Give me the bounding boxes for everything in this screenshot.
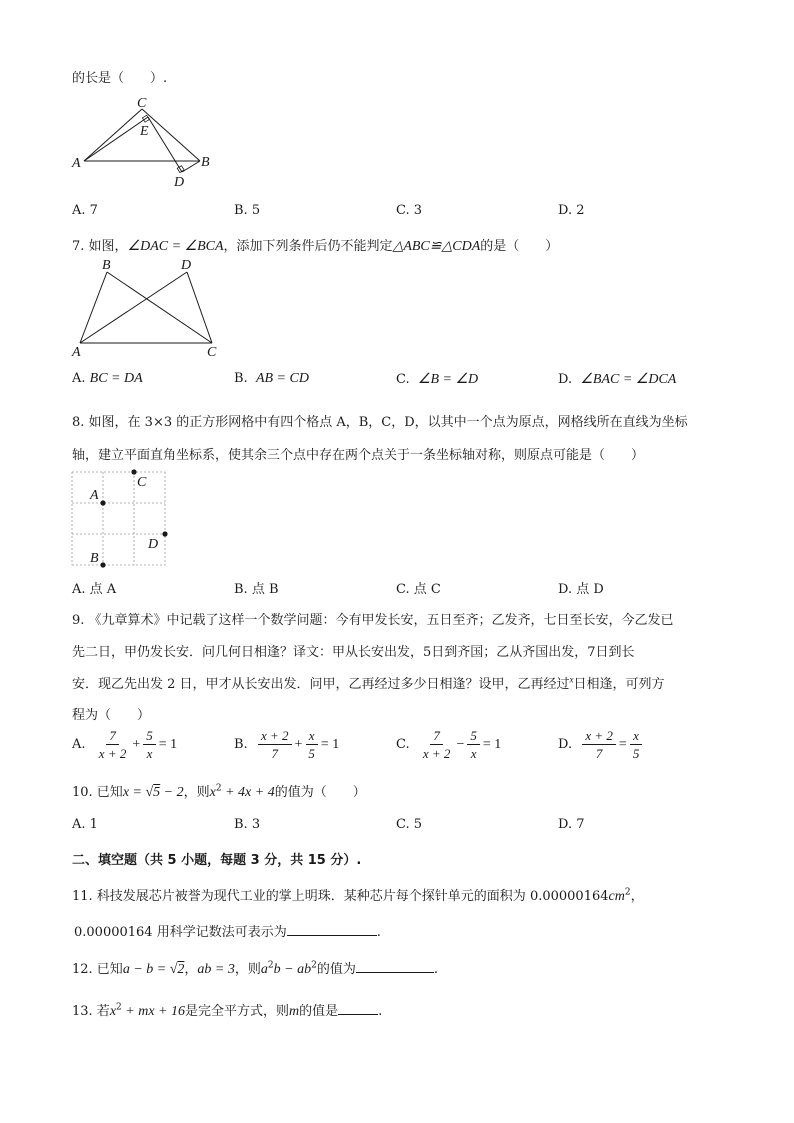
q7-prefix: 7. 如图， <box>72 239 128 254</box>
section-2-heading: 二、填空题（共 5 小题，每题 3 分，共 15 分）. <box>72 853 362 868</box>
q7-suffix: 的是（ ） <box>480 239 559 254</box>
q9-option-a[interactable]: A. $\frac{7}{x + 2}$ + $\frac{5}{x}$ = 1 <box>72 728 178 761</box>
q9-stem-line4: 程为（ ） <box>72 708 151 723</box>
q12-answer-blank[interactable] <box>356 959 434 973</box>
q8-stem-line2: 轴，建立平面直角坐标系，使其余三个点中存在两个点关于一条坐标轴对称，则原点可能是（ ） <box>72 448 645 463</box>
q7-label-a: A <box>72 345 81 359</box>
q6-option-d[interactable]: D. 2 <box>558 203 585 218</box>
q6-label-c: C <box>137 96 147 111</box>
q8-stem-line1: 8. 如图，在 3×3 的正方形网格中有四个格点 A，B，C，D，以其中一个点为原点，网格线所在直线为坐标 <box>72 415 688 430</box>
q13-answer-blank[interactable] <box>338 1001 378 1015</box>
q7-triangles: △ABC≌△CDA <box>392 239 481 254</box>
q10-option-a[interactable]: A. 1 <box>72 817 98 832</box>
q9-option-b[interactable]: B. $\frac{x + 2}{7}$ + $\frac{x}{5}$ = 1 <box>234 728 340 761</box>
q9-b-fraction-1: $\frac{x + 2}{7}$ <box>258 728 292 761</box>
q9-b-fraction-2: $\frac{x}{5}$ <box>305 728 318 761</box>
q6-option-b[interactable]: B. 5 <box>234 203 261 218</box>
q8-option-b[interactable]: B. 点 B <box>234 582 279 597</box>
q9-stem-line1: 9. 《九章算术》中记载了这样一个数学问题：今有甲发长安，五日至齐；乙发齐，七日至长安，今乙发已 <box>72 613 674 628</box>
q10-option-c[interactable]: C. 5 <box>396 817 423 832</box>
q9-d-fraction-2: $\frac{x}{5}$ <box>630 728 643 761</box>
q6-label-a: A <box>72 156 81 171</box>
q8-label-b: B <box>90 551 99 566</box>
q9-option-d[interactable]: D. $\frac{x + 2}{7}$ = $\frac{x}{5}$ <box>558 728 644 761</box>
q7-option-a[interactable]: A. BC = DA <box>72 371 143 386</box>
q8-label-c: C <box>137 475 147 490</box>
q9-a-fraction-1: $\frac{7}{x + 2}$ <box>98 728 127 761</box>
q11-answer-blank[interactable] <box>287 922 377 936</box>
q7-option-c[interactable]: C. ∠B = ∠D <box>396 372 479 387</box>
q9-c-fraction-1: $\frac{7}{x + 2}$ <box>422 728 451 761</box>
q8-option-d[interactable]: D. 点 D <box>558 582 604 597</box>
q7-option-b[interactable]: B. AB = CD <box>234 371 309 386</box>
q10-stem: 10. 已知x = √5 − 2，则$x^2 + 4x + 4$的值为（ ） <box>72 783 366 800</box>
q6-label-d: D <box>174 175 185 190</box>
q13-stem: 13. 若$x^2$ + mx + 16是完全平方式，则m的值是 . <box>72 1002 383 1019</box>
sqrt-icon: √ <box>169 962 178 977</box>
sqrt-icon: √ <box>145 785 154 800</box>
q9-option-c[interactable]: C. $\frac{7}{x + 2}$ − $\frac{5}{x}$ = 1 <box>396 728 502 761</box>
q8-option-c[interactable]: C. 点 C <box>396 582 441 597</box>
q8-option-a[interactable]: A. 点 A <box>72 582 117 597</box>
q9-variable: x <box>569 674 574 685</box>
q11-stem-line2: 0.00000164 用科学记数法可表示为 . <box>74 921 381 940</box>
q8-grid-figure <box>68 464 178 572</box>
q6-prompt-tail: 的长是（ ）. <box>72 71 168 86</box>
q6-label-e: E <box>140 124 149 139</box>
q7-figure <box>70 257 230 359</box>
q9-d-fraction-1: $\frac{x + 2}{7}$ <box>582 728 616 761</box>
q11-stem-line1: 11. 科技发展芯片被誉为现代工业的掌上明珠．某种芯片每个探针单元的面积为 $0.00000164cm^2$， <box>72 887 644 904</box>
q9-stem-line2: 先二日，甲仍发长安．问几何日相逢？译文：甲从长安出发，5日到齐国；乙从齐国出发，7日到长 <box>72 645 635 660</box>
q9-a-fraction-2: $\frac{5}{x}$ <box>143 728 156 761</box>
q7-option-d[interactable]: D. ∠BAC = ∠DCA <box>558 372 677 387</box>
q8-label-a: A <box>90 488 99 503</box>
q7-condition: ∠DAC = ∠BCA <box>127 239 224 254</box>
q7-label-b: B <box>102 258 111 273</box>
q12-stem: 12. 已知a − b = √2，ab = 3，则$a^2b - ab^2$的值为 . <box>72 960 438 977</box>
q6-figure <box>70 95 220 190</box>
q10-option-b[interactable]: B. 3 <box>234 817 261 832</box>
q7-stem <box>72 235 558 255</box>
q9-c-fraction-2: $\frac{5}{x}$ <box>467 728 480 761</box>
q8-label-d: D <box>148 537 159 552</box>
q7-label-d: D <box>181 258 192 273</box>
q6-option-a[interactable]: A. 7 <box>72 203 98 218</box>
q10-option-d[interactable]: D. 7 <box>558 817 585 832</box>
q6-option-c[interactable]: C. 3 <box>396 203 423 218</box>
q7-mid: ，添加下列条件后仍不能判定 <box>223 239 393 254</box>
q7-label-c: C <box>207 345 217 359</box>
q9-stem-line3: 安．现乙先出发 2 日，甲才从长安出发．问甲，乙再经过多少日相逢？设甲，乙再经过$^x$日相逢，可列方 <box>72 674 665 692</box>
q6-label-b: B <box>201 155 210 170</box>
